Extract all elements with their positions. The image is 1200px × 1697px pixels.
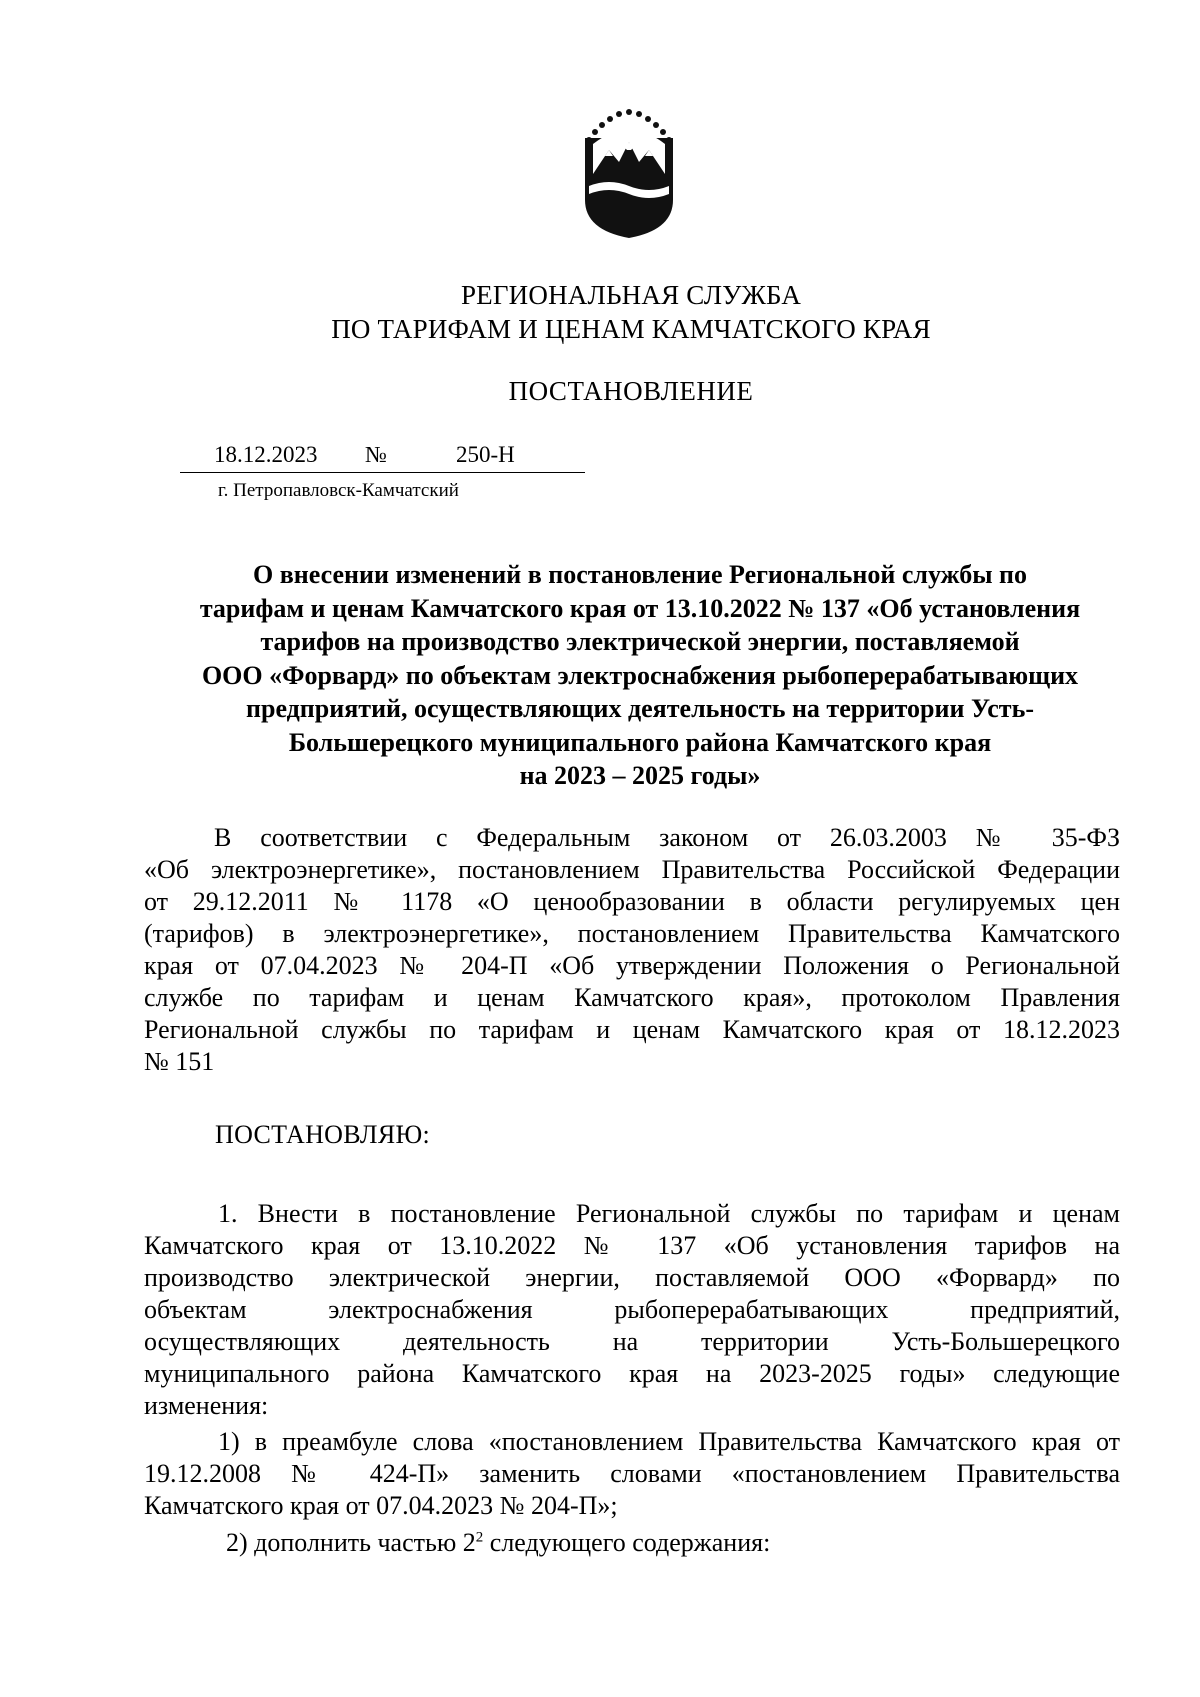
title-line: тарифов на производство электрической энергии, поставляемой [260, 627, 1020, 656]
document-type: ПОСТАНОВЛЕНИЕ [508, 376, 754, 406]
subitem-2-text: 2) дополнить частью 2 [226, 1528, 476, 1557]
number-sign: № [365, 442, 387, 467]
preamble-line: края от 07.04.2023 № 204-П «Об утверждении Положения о Региональной [144, 951, 1120, 980]
document-number: 250-Н [456, 442, 515, 467]
item-1-line: производство электрической энергии, поставляемой ООО «Форвард» по [144, 1263, 1120, 1292]
subitem-1-paragraph [144, 1426, 1120, 1522]
item-1-line: осуществляющих деятельность на территории Усть-Большерецкого [144, 1327, 1120, 1356]
subitem-2-text-end: следующего содержания: [483, 1528, 771, 1557]
document-city: г. Петропавловск-Камчатский [218, 480, 459, 501]
preamble-line: (тарифов) в электроэнергетике», постановлением Правительства Камчатского [144, 919, 1120, 948]
superscript-2: 2 [475, 1529, 484, 1546]
item-1-line: муниципального района Камчатского края на 2023-2025 годы» следующие [144, 1359, 1120, 1388]
item-1-paragraph [144, 1198, 1120, 1422]
preamble-line: Региональной службы по тарифам и ценам Камчатского края от 18.12.2023 [144, 1015, 1120, 1044]
item-1-line: объектам электроснабжения рыбоперерабатывающих предприятий, [144, 1295, 1120, 1324]
preamble-line: В соответствии с Федеральным законом от 26.03.2003 № 35-ФЗ [214, 823, 1120, 852]
organization-name-line1: РЕГИОНАЛЬНАЯ СЛУЖБА [460, 280, 802, 310]
decree-word: ПОСТАНОВЛЯЮ: [215, 1120, 431, 1149]
document-title [140, 558, 1140, 793]
item-1-line: 1. Внести в постановление Региональной службы по тарифам и ценам [218, 1199, 1120, 1228]
subitem-2-line [226, 1528, 770, 1558]
item-1-line: Камчатского края от 13.10.2022 № 137 «Об установления тарифов на [144, 1231, 1120, 1260]
subitem-1-line: Камчатского края от 07.04.2023 № 204-П»; [144, 1491, 618, 1520]
subitem-1-line: 1) в преамбуле слова «постановлением Правительства Камчатского края от [218, 1427, 1120, 1456]
preamble-line: службе по тарифам и ценам Камчатского края», протоколом Правления [144, 983, 1120, 1012]
kamchatka-coat-of-arms-icon [579, 108, 679, 240]
title-line: Большерецкого муниципального района Камчатского края [288, 727, 992, 757]
preamble-paragraph [144, 822, 1120, 1078]
organization-name-line2: ПО ТАРИФАМ И ЦЕНАМ КАМЧАТСКОГО КРАЯ [331, 314, 931, 344]
date-number-line [180, 438, 585, 473]
title-line: на 2023 – 2025 годы» [519, 761, 761, 790]
title-line: О внесении изменений в постановление Региональной службы по [253, 560, 1027, 589]
title-line: ООО «Форвард» по объектам электроснабжения рыбоперерабатывающих [201, 660, 1079, 690]
document-date: 18.12.2023 [214, 442, 318, 467]
preamble-line: «Об электроэнергетике», постановлением Правительства Российской Федерации [144, 855, 1120, 884]
title-line: тарифам и ценам Камчатского края от 13.10.2022 № 137 «Об установления [199, 593, 1081, 623]
preamble-line: от 29.12.2011 № 1178 «О ценообразовании в области регулируемых цен [144, 887, 1120, 916]
item-1-line: изменения: [144, 1391, 269, 1420]
title-line: предприятий, осуществляющих деятельность на территории Усть- [246, 694, 1034, 723]
subitem-1-line: 19.12.2008 № 424-П» заменить словами «постановлением Правительства [144, 1459, 1120, 1488]
preamble-line: № 151 [144, 1047, 215, 1076]
